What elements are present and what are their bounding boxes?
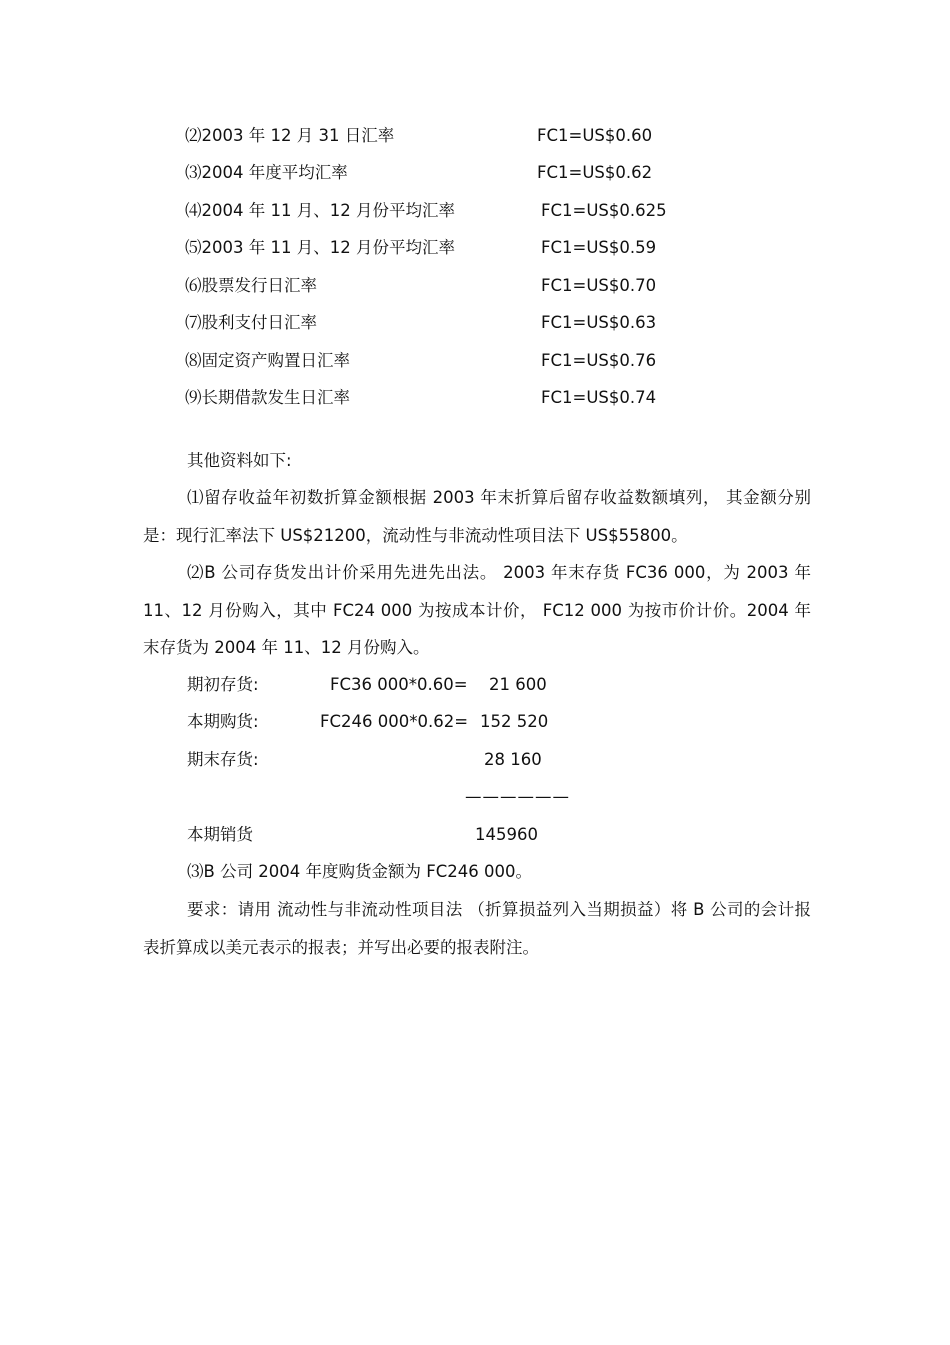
sales-label: 本期销货: [187, 825, 253, 844]
rate-value: FC1=US$0.59: [541, 238, 657, 257]
inventory-label: 期初存货:: [187, 675, 259, 694]
rate-label: ⑸2003 年 11 月、12 月份平均汇率: [185, 238, 455, 257]
sum-separator: ——————: [465, 787, 570, 806]
rate-label: ⑶2004 年度平均汇率: [185, 163, 348, 182]
rate-label: ⑷2004 年 11 月、12 月份平均汇率: [185, 201, 455, 220]
inventory-formula: FC246 000*0.62=: [320, 712, 469, 731]
rate-label: ⑵2003 年 12 月 31 日汇率: [185, 126, 395, 145]
inventory-label: 本期购货:: [187, 712, 259, 731]
inventory-formula: FC36 000*0.60=: [330, 675, 468, 694]
paragraph-purchases: ⑶B 公司 2004 年度购货金额为 FC246 000。: [187, 862, 533, 881]
rate-value: FC1=US$0.63: [541, 313, 657, 332]
rate-value: FC1=US$0.74: [541, 388, 657, 407]
rate-value: FC1=US$0.625: [541, 201, 667, 220]
inventory-label: 期末存货:: [187, 750, 259, 769]
inventory-amount: 152 520: [480, 712, 549, 731]
sales-amount: 145960: [475, 825, 538, 844]
other-info-heading: 其他资料如下:: [187, 451, 292, 470]
rate-value: FC1=US$0.70: [541, 276, 657, 295]
rate-value: FC1=US$0.76: [541, 351, 657, 370]
rate-label: ⑺股利支付日汇率: [185, 313, 317, 332]
rate-label: ⑻固定资产购置日汇率: [185, 351, 350, 370]
rate-value: FC1=US$0.62: [537, 163, 653, 182]
paragraph-inventory-method: ⑵B 公司存货发出计价采用先进先出法。 2003 年末存货 FC36 000，为 2003 年 11、12 月份购入，其中 FC24 000 为按成本计价， FC12 000 为按市价计价。2004 年末存货为 2004 年 11、12 月份购入。: [143, 563, 811, 657]
inventory-amount: 28 160: [484, 750, 542, 769]
paragraph-requirement: 要求：请用 流动性与非流动性项目法 （折算损益列入当期损益）将 B 公司的会计报表折算成以美元表示的报表；并写出必要的报表附注。: [143, 900, 811, 957]
rate-value: FC1=US$0.60: [537, 126, 653, 145]
rate-label: ⑼长期借款发生日汇率: [185, 388, 350, 407]
rate-label: ⑹股票发行日汇率: [185, 276, 317, 295]
inventory-amount: 21 600: [489, 675, 547, 694]
paragraph-retained-earnings: ⑴留存收益年初数折算金额根据 2003 年末折算后留存收益数额填列， 其金额分别是：现行汇率法下 US$21200，流动性与非流动性项目法下 US$55800。: [143, 488, 811, 545]
